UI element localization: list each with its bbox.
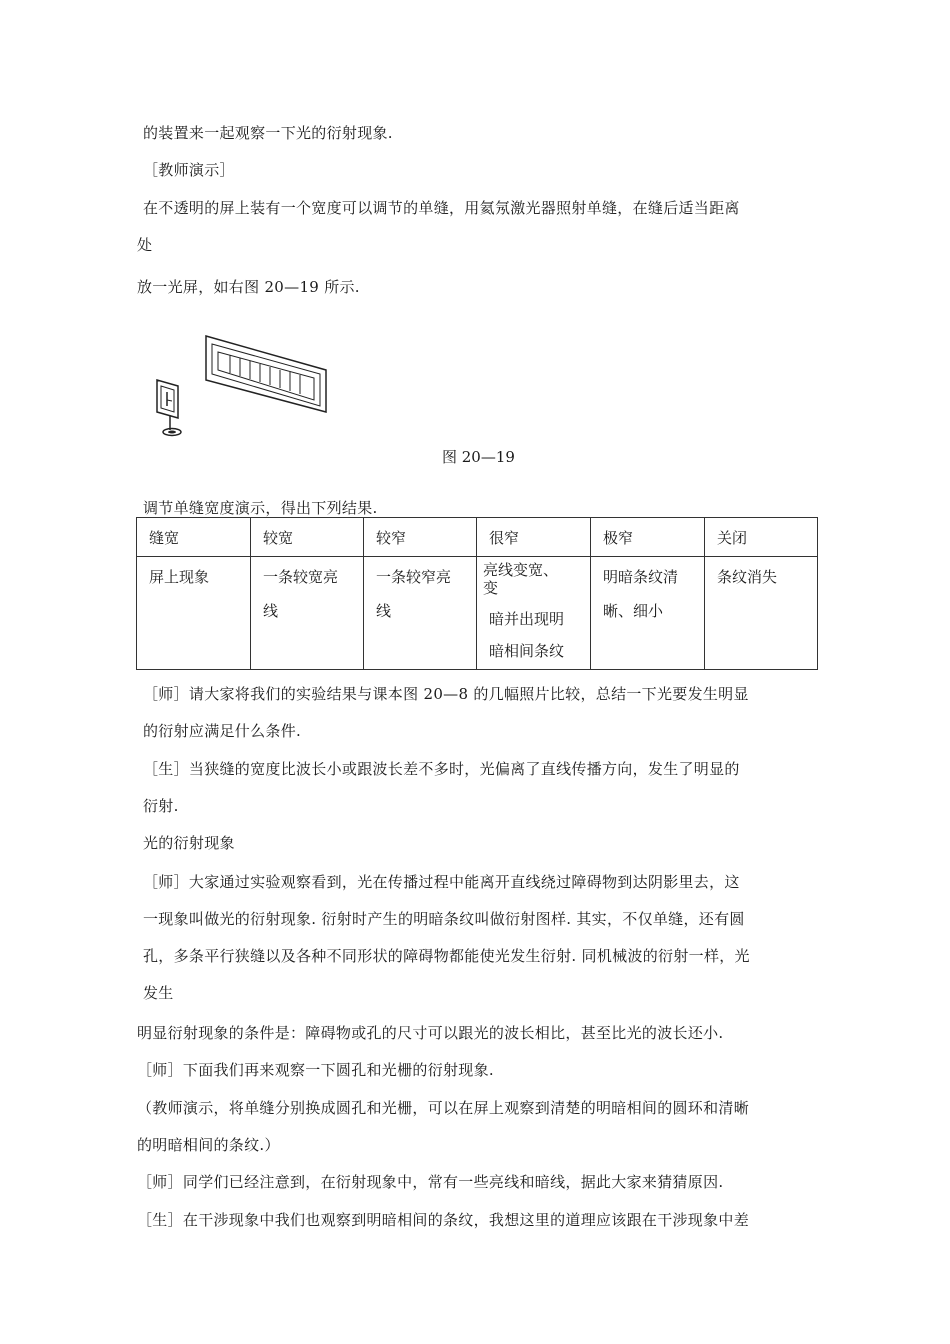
table-header-row: [137, 518, 818, 557]
figure-caption: 图 20—19: [442, 448, 515, 466]
table-header-cell: 较窄: [364, 518, 477, 557]
text-line: ［生］在干涉现象中我们也观察到明暗相间的条纹，我想这里的道理应该跟在干涉现象中差: [137, 1211, 750, 1229]
table-header-cell: 关闭: [705, 518, 818, 557]
table-cell: 条纹消失: [705, 557, 818, 670]
text-line: 在不透明的屏上装有一个宽度可以调节的单缝，用氦氖激光器照射单缝，在缝后适当距离: [143, 199, 740, 217]
results-table: [136, 517, 818, 670]
diffraction-apparatus-figure: [150, 330, 340, 444]
text-line: （教师演示，将单缝分别换成圆孔和光栅，可以在屏上观察到清楚的明暗相间的圆环和清晰: [137, 1099, 750, 1117]
text-line: 的衍射应满足什么条件.: [143, 722, 302, 740]
text-line: 的装置来一起观察一下光的衍射现象.: [143, 124, 393, 142]
text-line: ［生］当狭缝的宽度比波长小或跟波长差不多时，光偏离了直线传播方向，发生了明显的: [143, 760, 740, 778]
table-header-cell: 很窄: [477, 518, 591, 557]
table-header-cell: 缝宽: [137, 518, 251, 557]
table-header-cell: 极窄: [591, 518, 705, 557]
text-line: 处: [137, 236, 153, 254]
text-line: 一现象叫做光的衍射现象. 衍射时产生的明暗条纹叫做衍射图样. 其实，不仅单缝，还有圆: [143, 910, 745, 928]
text-line: 衍射.: [143, 797, 179, 815]
table-row: [137, 557, 818, 670]
text-line: 的明暗相间的条纹.）: [137, 1136, 280, 1154]
text-line: 明显衍射现象的条件是：障碍物或孔的尺寸可以跟光的波长相比，甚至比光的波长还小.: [137, 1024, 724, 1042]
apparatus-drawing: [150, 330, 340, 440]
text-line: ［师］同学们已经注意到，在衍射现象中，常有一些亮线和暗线，据此大家来猜猜原因.: [137, 1173, 724, 1191]
section-heading: 光的衍射现象: [143, 834, 235, 852]
table-cell: 一条较宽亮 线: [251, 557, 364, 670]
table-cell: 一条较窄亮 线: [364, 557, 477, 670]
text-line: 放一光屏，如右图 20—19 所示.: [137, 278, 360, 296]
table-header-cell: 较宽: [251, 518, 364, 557]
text-line: ［师］大家通过实验观察看到，光在传播过程中能离开直线绕过障碍物到达阴影里去，这: [143, 873, 740, 891]
table-cell: 屏上现象: [137, 557, 251, 670]
text-line: 发生: [143, 984, 174, 1002]
table-intro: 调节单缝宽度演示，得出下列结果.: [143, 499, 378, 517]
table-cell: 明暗条纹清 晰、细小: [591, 557, 705, 670]
text-line: ［师］请大家将我们的实验结果与课本图 20—8 的几幅照片比较，总结一下光要发生明显: [143, 685, 749, 703]
text-line: 孔，多条平行狭缝以及各种不同形状的障碍物都能使光发生衍射. 同机械波的衍射一样，光: [143, 947, 750, 965]
text-line: ［师］下面我们再来观察一下圆孔和光栅的衍射现象.: [137, 1061, 494, 1079]
text-line: ［教师演示］: [143, 161, 235, 179]
table-cell: 亮线变宽、 变 暗并出现明 暗相间条纹: [477, 557, 591, 670]
